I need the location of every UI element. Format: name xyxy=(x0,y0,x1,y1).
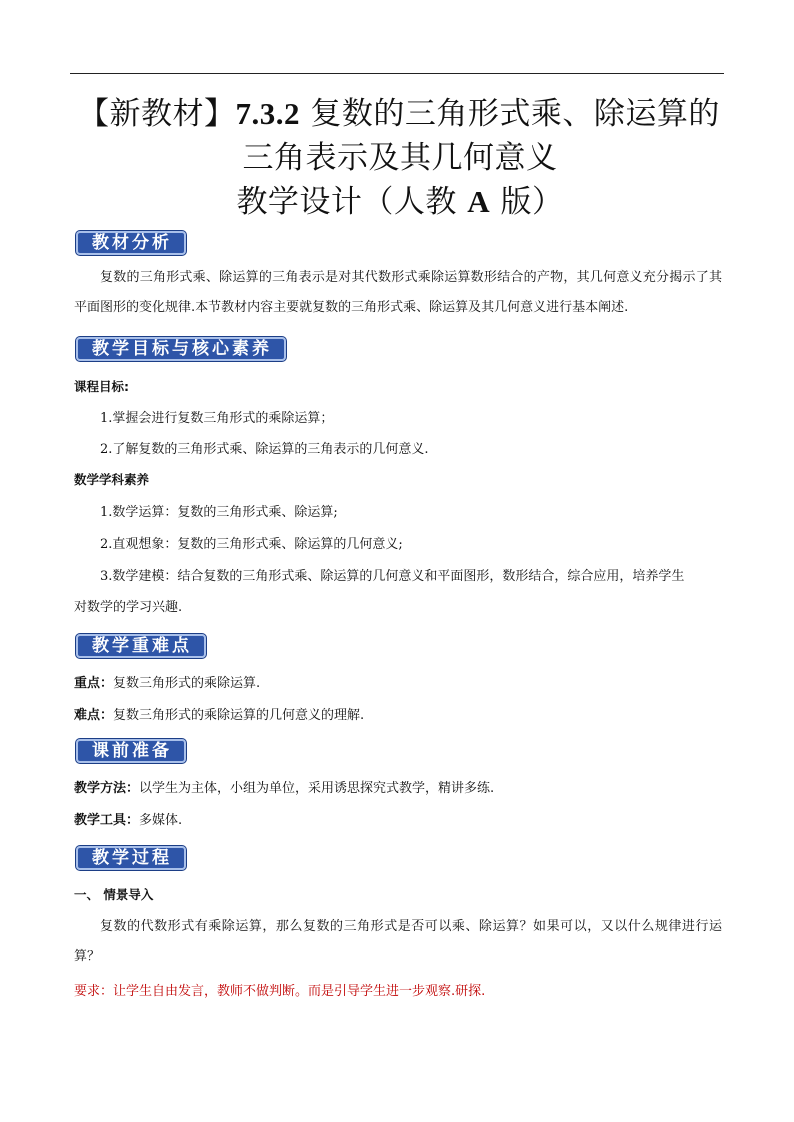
title-line-3: 教学设计（人教 A 版） xyxy=(236,184,564,220)
literacy-2: 2.直观想象：复数的三角形式乘、除运算的几何意义; xyxy=(100,537,403,552)
literacy-3-cont: 对数学的学习兴趣. xyxy=(74,600,183,615)
course-goals-label: 课程目标: xyxy=(74,379,129,394)
teaching-method: 教学方法：以学生为主体，小组为单位，采用诱思探究式教学，精讲多练. xyxy=(74,781,495,796)
course-goal-1: 1.掌握会进行复数三角形式的乘除运算； xyxy=(100,411,334,426)
document-title xyxy=(70,92,730,224)
title-line-2: 三角表示及其几何意义 xyxy=(242,140,558,176)
requirement-note: 要求：让学生自由发言，教师不做判断。而是引导学生进一步观察.研探. xyxy=(74,984,486,999)
section-heading-key-points: 教学重难点 xyxy=(76,634,206,658)
literacy-3: 3.数学建模：结合复数的三角形式乘、除运算的几何意义和平面图形，数形结合，综合应用，培养学生 xyxy=(100,569,685,584)
section-heading-goals: 教学目标与核心素养 xyxy=(76,337,286,361)
title-line-1: 【新教材】7.3.2 复数的三角形式乘、除运算的 xyxy=(78,96,720,132)
literacy-1: 1.数学运算：复数的三角形式乘、除运算; xyxy=(100,505,338,520)
key-point: 重点：复数三角形式的乘除运算. xyxy=(74,676,261,691)
hard-point: 难点：复数三角形式的乘除运算的几何意义的理解. xyxy=(74,708,365,723)
section-heading-prep: 课前准备 xyxy=(76,739,186,763)
step1-label: 一、 情景导入 xyxy=(74,887,154,902)
section-heading-process: 教学过程 xyxy=(76,846,186,870)
analysis-body: 复数的三角形式乘、除运算的三角表示是对其代数形式乘除运算数形结合的产物，其几何意义充分揭示了其平面图形的变化规律.本节教材内容主要就复数的三角形式乘、除运算及其几何意义进行基本阐述. xyxy=(74,270,722,315)
literacy-label: 数学学科素养 xyxy=(74,472,150,487)
section-heading-analysis: 教材分析 xyxy=(76,231,186,255)
course-goal-2: 2.了解复数的三角形式乘、除运算的三角表示的几何意义. xyxy=(100,442,429,457)
step1-body: 复数的代数形式有乘除运算，那么复数的三角形式是否可以乘、除运算？如果可以，又以什么规律进行运算？ xyxy=(74,919,722,964)
header-rule xyxy=(70,73,724,74)
teaching-tools: 教学工具：多媒体. xyxy=(74,813,183,828)
